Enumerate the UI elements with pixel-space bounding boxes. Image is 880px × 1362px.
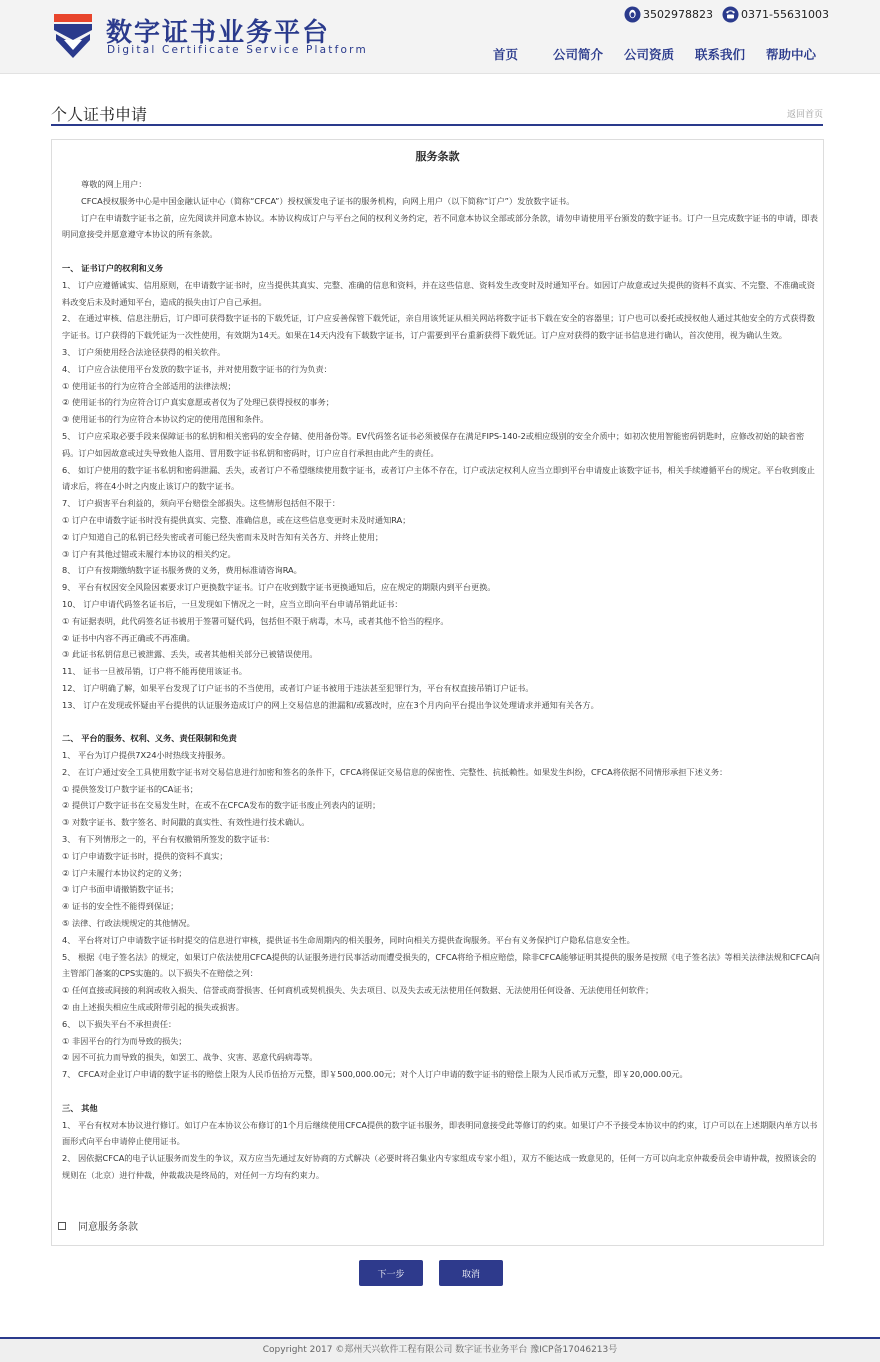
qq-icon <box>624 6 641 23</box>
contact-phone <box>722 4 829 24</box>
terms-paragraph: ① 使用证书的行为应符合全部适用的法律法规； <box>62 380 236 391</box>
nav-home[interactable]: 首页 <box>493 47 519 62</box>
terms-panel <box>51 139 824 1246</box>
terms-section-heading: 一、 证书订户的权利和义务 <box>62 262 164 273</box>
terms-section-heading: 三、 其他 <box>62 1102 98 1113</box>
terms-paragraph: ① 订户申请数字证书时，提供的资料不真实； <box>62 850 228 861</box>
terms-paragraph: ② 因不可抗力而导致的损失，如罢工、战争、灾害、恶意代码病毒等。 <box>62 1052 318 1063</box>
terms-section-heading: 二、 平台的服务、权利、义务、责任限制和免责 <box>62 733 237 744</box>
nav-about[interactable]: 公司简介 <box>553 47 604 62</box>
terms-paragraph: ③ 订户书面申请撤销数字证书； <box>62 884 179 895</box>
terms-paragraph: ③ 此证书私钥信息已被泄露、丢失，或者其他相关部分已被错误使用。 <box>62 649 318 660</box>
terms-paragraph: ② 证书中内容不再正确或不再准确。 <box>62 632 195 643</box>
terms-body[interactable] <box>62 176 820 1184</box>
brand-subtitle: Digital Certificate Service Platform <box>107 44 368 56</box>
terms-paragraph: 2、 在通过审核、信息注册后，订户即可获得数字证书的下载凭证，订户应妥善保管下载凭证，亲自用该凭证从相关网站将数字证书下载在安全的容器里；订户也可以委托或授权他人通过其他安全的方式获得数字证书。订户获得的下载凭证为一次性使用，有效期为14天。如果在14天内没有下载数字证书，订户需要到平台重新获得下载凭证。订户应对获得的数字证书信息进行确认，首次使用，视为确认生效。 <box>62 313 815 341</box>
terms-paragraph: ① 订户在申请数字证书时没有提供真实、完整、准确信息，或在这些信息变更时未及时通知RA； <box>62 514 411 525</box>
agree-terms-checkbox[interactable] <box>58 1218 138 1233</box>
terms-paragraph: 12、 订户明确了解，如果平台发现了订户证书的不当使用，或者订户证书被用于违法甚至犯罪行为，平台有权直接吊销订户证书。 <box>62 682 534 693</box>
terms-paragraph: ② 订户知道自己的私钥已经失密或者可能已经失密而未及时告知有关各方、并终止使用； <box>62 531 384 542</box>
terms-paragraph: 9、 平台有权因安全风险因素要求订户更换数字证书。订户在收到数字证书更换通知后，应在规定的期限内到平台更换。 <box>62 582 496 593</box>
terms-paragraph: ④ 证书的安全性不能得到保证； <box>62 901 179 912</box>
terms-paragraph: CFCA授权服务中心是中国金融认证中心（简称“CFCA”）授权颁发电子证书的服务机构，向网上用户（以下简称“订户”）发放数字证书。 <box>81 195 575 206</box>
back-home-link[interactable]: 返回首页 <box>786 110 823 120</box>
terms-spacer <box>62 714 820 731</box>
page-title: 个人证书申请 <box>51 105 148 124</box>
terms-paragraph: 8、 订户有按期缴纳数字证书服务费的义务，费用标准请咨询RA。 <box>62 565 302 576</box>
terms-paragraph: 2、 在订户通过安全工具使用数字证书对交易信息进行加密和签名的条件下，CFCA将保证交易信息的保密性、完整性、抗抵赖性。如果发生纠纷，CFCA将依据不同情形承担下述义务： <box>62 766 728 777</box>
footer-copyright: Copyright 2017 ©郑州天兴软件工程有限公司 数字证书业务平台 豫ICP备17046213号 <box>0 1339 880 1362</box>
terms-paragraph: ② 由上述损失相应生成或附带引起的损失或损害。 <box>62 1002 244 1013</box>
terms-paragraph: 5、 根据《电子签名法》的规定，如果订户依法使用CFCA提供的认证服务进行民事活动而遭受损失的，CFCA将给予相应赔偿，除非CFCA能够证明其提供的服务是按照《电子签名法》等相关法律法规和CFCA向主管部门备案的CPS实施的。以下损失不在赔偿之列： <box>62 951 820 979</box>
terms-paragraph: 7、 订户损害平台利益的，须向平台赔偿全部损失。这些情形包括但不限于： <box>62 498 341 509</box>
qq-number: 3502978823 <box>643 7 713 21</box>
terms-heading: 服务条款 <box>415 150 460 163</box>
terms-paragraph: 5、 订户应采取必要手段来保障证书的私钥和相关密码的安全存储、使用备份等。EV代码签名证书必须被保存在满足FIPS-140-2或相应级别的安全介质中；如初次使用智能密码钥匙时，应修改初始的缺省密码。订户如因故意或过失导致他人盗用、冒用数字证书私钥和密码时，订户应自行承担由此产生的责任。 <box>62 430 805 458</box>
terms-paragraph: ② 提供订户数字证书在交易发生时，在或不在CFCA发布的数字证书废止列表内的证明； <box>62 800 381 811</box>
terms-paragraph: 7、 CFCA对企业订户申请的数字证书的赔偿上限为人民币伍拾万元整，即￥500,000.00元；对个人订户申请的数字证书的赔偿上限为人民币贰万元整，即￥20,000.00元。 <box>62 1069 688 1080</box>
terms-paragraph: ⑤ 法律、行政法规规定的其他情况。 <box>62 918 195 929</box>
next-button[interactable]: 下一步 <box>359 1260 423 1286</box>
terms-paragraph: 6、 如订户使用的数字证书私钥和密码泄漏、丢失，或者订户不希望继续使用数字证书，或者订户主体不存在，订户或法定权利人应当立即到平台申请废止该数字证书，相关手续遵循平台的规定。平台收到废止请求后，将在4小时之内废止该订户的数字证书。 <box>62 464 815 492</box>
terms-paragraph: 1、 平台为订户提供7X24小时热线支持服务。 <box>62 750 231 761</box>
terms-paragraph: 订户在申请数字证书之前，应先阅读并同意本协议。本协议构成订户与平台之间的权利义务约定，若不同意本协议全部或部分条款，请勿申请使用平台颁发的数字证书。订户一旦完成数字证书的申请，即表明同意接受并愿意遵守本协议的所有条款。 <box>62 212 818 240</box>
title-divider <box>51 124 823 126</box>
terms-paragraph: 10、 订户申请代码签名证书后，一旦发现如下情况之一时，应当立即向平台申请吊销此证书： <box>62 598 403 609</box>
terms-spacer <box>62 1083 820 1100</box>
terms-paragraph: 3、 有下列情形之一的，平台有权撤销所签发的数字证书： <box>62 834 275 845</box>
terms-paragraph: 尊敬的网上用户： <box>81 179 147 189</box>
terms-paragraph: ① 有证据表明，此代码签名证书被用于签署可疑代码，包括但不限于病毒，木马，或者其他不恰当的程序。 <box>62 615 449 626</box>
brand-title: 数字证书业务平台 <box>106 18 331 48</box>
checkbox-box[interactable] <box>58 1222 66 1230</box>
terms-paragraph: 2、 因依据CFCA的电子认证服务而发生的争议，双方应当先通过友好协商的方式解决（必要时将召集业内专家组成专家小组），双方不能达成一致意见的，任何一方可以向北京仲裁委员会申请仲裁，按照该会的规则在（北京）进行仲裁，仲裁裁决是终局的，对任何一方均有约束力。 <box>62 1153 817 1181</box>
nav-contact[interactable]: 联系我们 <box>695 47 746 62</box>
terms-paragraph: ③ 订户有其他过错或未履行本协议的相关约定。 <box>62 548 236 559</box>
terms-paragraph: ② 订户未履行本协议约定的义务； <box>62 867 187 878</box>
terms-paragraph: 4、 订户应合法使用平台发放的数字证书，并对使用数字证书的行为负责： <box>62 363 332 374</box>
nav-qualifications[interactable]: 公司资质 <box>624 47 675 62</box>
terms-paragraph: 4、 平台将对订户申请数字证书时提交的信息进行审核，提供证书生命周期内的相关服务，同时向相关方提供查询服务。平台有义务保护订户隐私信息安全性。 <box>62 934 635 945</box>
contact-qq <box>624 4 713 24</box>
terms-paragraph: 11、 证书一旦被吊销，订户将不能再使用该证书。 <box>62 666 247 677</box>
phone-number: 0371-55631003 <box>741 7 829 21</box>
terms-paragraph: 1、 平台有权对本协议进行修订。如订户在本协议公布修订的1个月后继续使用CFCA提供的数字证书服务，即表明同意接受此等修订的约束。如果订户不予接受本协议中的约束，订户可以在上述期限内单方以书面形式向平台申请停止使用证书。 <box>62 1119 818 1147</box>
phone-icon <box>722 6 739 23</box>
terms-paragraph: ③ 使用证书的行为应符合本协议约定的使用范围和条件。 <box>62 414 269 425</box>
nav-help[interactable]: 帮助中心 <box>766 47 817 62</box>
site-header <box>0 0 880 74</box>
terms-paragraph: 3、 订户须使用经合法途径获得的相关软件。 <box>62 346 226 357</box>
terms-spacer <box>62 243 820 260</box>
terms-paragraph: ③ 对数字证书、数字签名、时间戳的真实性、有效性进行技术确认。 <box>62 817 310 828</box>
terms-paragraph: ② 使用证书的行为应符合订户真实意愿或者仅为了处理已获得授权的事务； <box>62 397 334 408</box>
terms-paragraph: 1、 订户应遵循诚实、信用原则，在申请数字证书时，应当提供其真实、完整、准确的信息和资料，并在这些信息、资料发生改变时及时通知平台。如因订户故意或过失提供的资料不真实、不完整、不准确或资料改变后未及时通知平台，造成的损失由订户自己承担。 <box>62 279 815 307</box>
terms-paragraph: ① 任何直接或间接的利润或收入损失、信誉或商誉损害、任何商机或契机损失、失去项目、以及失去或无法使用任何数据、无法使用任何设备、无法使用任何软件； <box>62 985 654 996</box>
terms-paragraph: ① 非因平台的行为而导致的损失； <box>62 1035 187 1046</box>
cancel-button[interactable]: 取消 <box>439 1260 503 1286</box>
terms-paragraph: 13、 订户在发现或怀疑由平台提供的认证服务造成订户的网上交易信息的泄漏和/或篡改时，应在3个月内向平台提出争议处理请求并通知有关各方。 <box>62 699 599 710</box>
terms-paragraph: 6、 以下损失平台不承担责任： <box>62 1018 177 1029</box>
logo-icon <box>52 12 94 60</box>
agree-terms-label: 同意服务条款 <box>78 1222 138 1233</box>
terms-paragraph: ① 提供签发订户数字证书的CA证书； <box>62 783 198 794</box>
